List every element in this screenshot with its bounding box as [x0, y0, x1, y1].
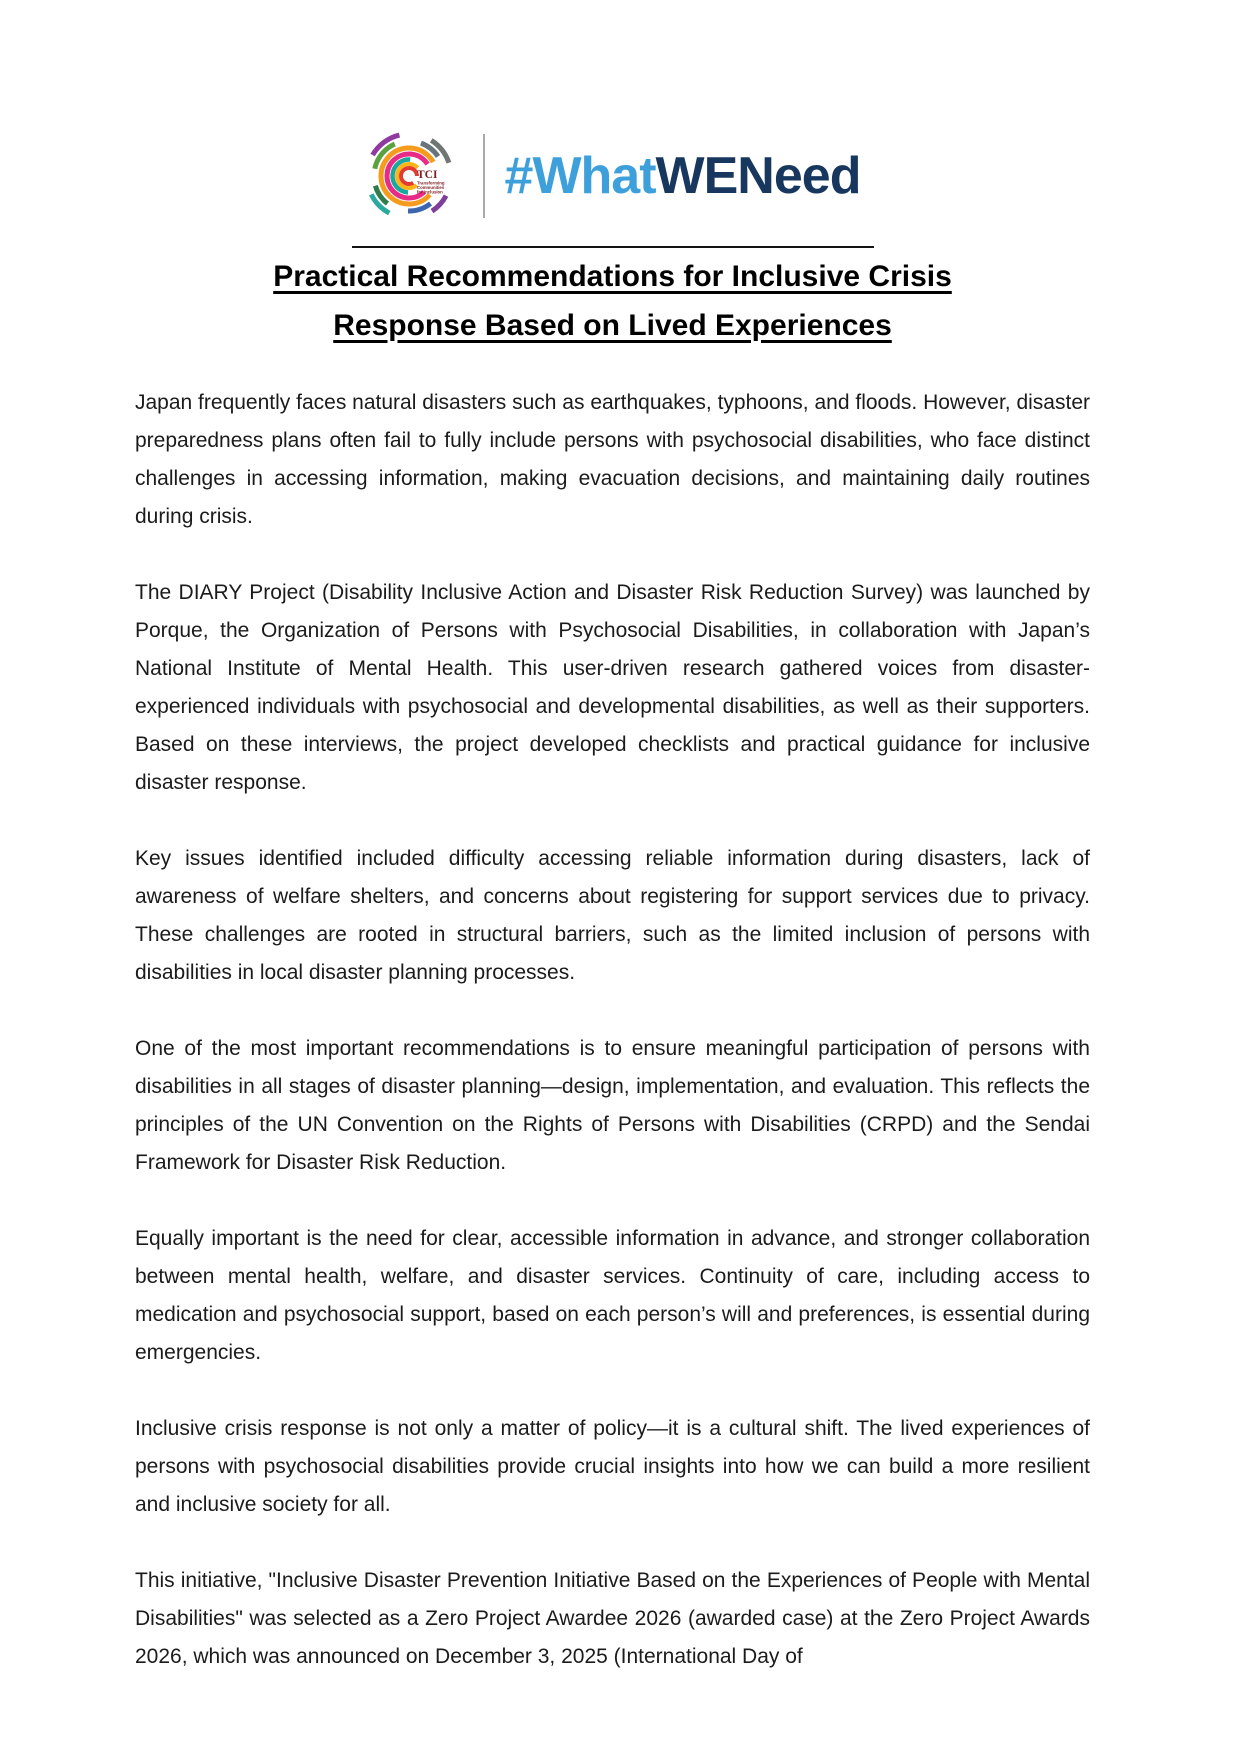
logo-divider	[483, 134, 485, 218]
header	[135, 128, 1090, 350]
tci-logo-icon	[365, 128, 469, 224]
title-line-1: Practical Recommendations for Inclusive Crisis	[273, 260, 952, 293]
paragraph-2: The DIARY Project (Disability Inclusive Action and Disaster Risk Reduction Survey) was launched by Porque, the Organization of Persons with Psychosocial Disabilities, in collaboration with Japan’s National Institute of Mental Health. This user-driven research gathered voices from disaster-experienced individuals with psychosocial and developmental disabilities, as well as their supporters. Based on these interviews, the project developed checklists and practical guidance for inclusive disaster response.	[135, 581, 1090, 794]
hashtag-wordmark	[504, 147, 861, 205]
title-line-2: Response Based on Lived Experiences	[333, 309, 892, 342]
tci-wordmark: TCI	[416, 169, 437, 181]
tci-logo-arcs	[365, 128, 467, 224]
hashtag-dark-segment: WENeed	[655, 147, 861, 205]
paragraph-3: Key issues identified included difficulty accessing reliable information during disasters, lack of awareness of welfare shelters, and concerns about registering for support services due to privacy. These challenges are rooted in structural barriers, such as the limited inclusion of persons with disabilities in local disaster planning processes.	[135, 847, 1090, 984]
title-row-2	[135, 301, 1090, 350]
paragraph-7: This initiative, "Inclusive Disaster Prevention Initiative Based on the Experiences of People with Mental Disabilities" was selected as a Zero Project Awardee 2026 (awarded case) at the Zero Project Awards 2026, which was announced on December 3, 2025 (International Day of	[135, 1569, 1090, 1668]
logo-row	[135, 128, 1090, 224]
paragraph-6: Inclusive crisis response is not only a matter of policy—it is a cultural shift. The lived experiences of persons with psychosocial disabilities provide crucial insights into how we can build a more resilient and inclusive society for all.	[135, 1417, 1090, 1516]
header-rule	[352, 246, 874, 248]
document-title	[135, 252, 1090, 350]
tci-tagline-line-1: Transforming	[416, 180, 444, 186]
hashtag-light-segment: #What	[504, 147, 656, 205]
paragraph-4: One of the most important recommendations is to ensure meaningful participation of persons with disabilities in all stages of disaster planning—design, implementation, and evaluation. This reflects the principles of the UN Convention on the Rights of Persons with Disabilities (CRPD) and the Sendai Framework for Disaster Risk Reduction.	[135, 1037, 1090, 1174]
paragraph-1: Japan frequently faces natural disasters such as earthquakes, typhoons, and floods. However, disaster preparedness plans often fail to fully include persons with psychosocial disabilities, who face distinct challenges in accessing information, making evacuation decisions, and maintaining daily routines during crisis.	[135, 391, 1090, 528]
paragraph-5: Equally important is the need for clear, accessible information in advance, and stronger collaboration between mental health, welfare, and disaster services. Continuity of care, including access to medication and psychosocial support, based on each person’s will and preferences, is essential during emergencies.	[135, 1227, 1090, 1364]
document-body	[135, 384, 1090, 1676]
tci-tagline-line-2: Communities	[416, 185, 444, 190]
title-row-1	[135, 252, 1090, 301]
tci-tagline-line-3: for Inclusion	[416, 189, 443, 195]
